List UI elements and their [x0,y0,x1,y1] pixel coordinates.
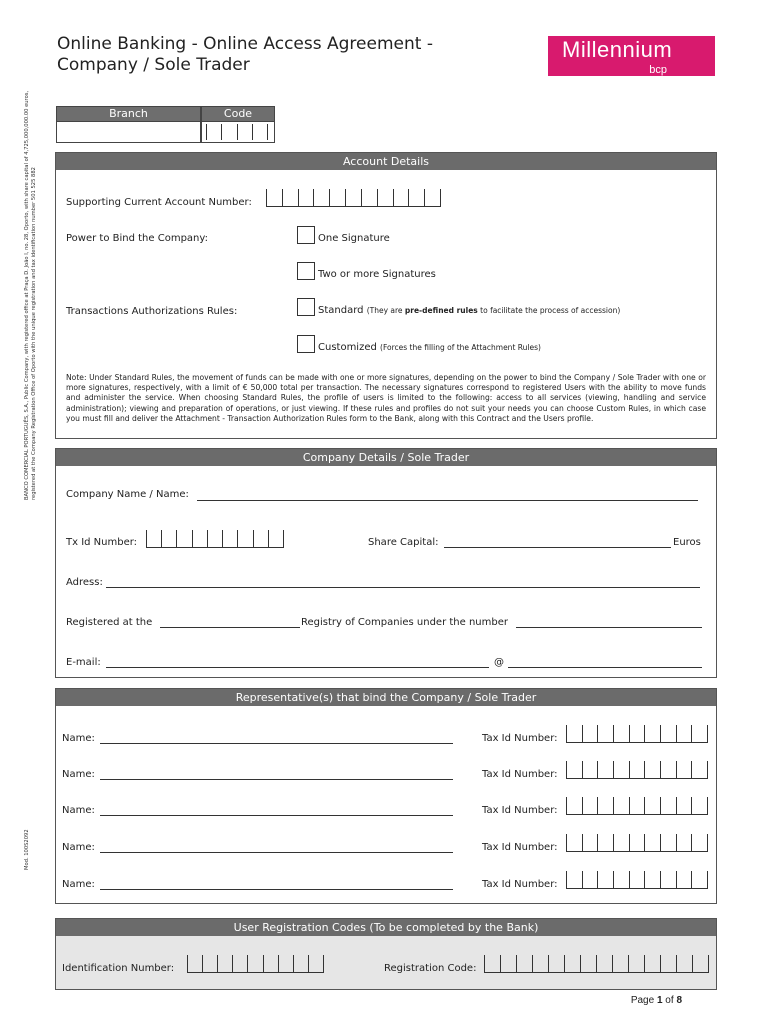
tx-id-input[interactable] [146,530,284,548]
account-details-section [55,152,717,439]
rep-1-tax-label: Tax Id Number: [482,733,558,744]
authorization-rules-label: Transactions Authorizations Rules: [66,306,238,317]
customized-checkbox[interactable] [297,335,315,353]
rep-3-tax-label: Tax Id Number: [482,805,558,816]
registered-at-label: Registered at the [66,617,153,628]
standard-option [318,305,620,316]
two-signatures-label: Two or more Signatures [318,269,436,280]
code-field[interactable] [201,121,275,143]
rep-5-name-field[interactable] [100,889,453,890]
code-header: Code [201,106,275,122]
form-model-code: Mod. 100S2092 [24,829,30,870]
page-total: 8 [676,995,682,1006]
euros-label: Euros [673,537,701,548]
branch-field[interactable] [56,121,201,143]
address-label: Adress: [66,577,103,588]
rep-3-tax-input[interactable] [566,797,708,815]
rep-1-tax-input[interactable] [566,725,708,743]
rep-5-name-label: Name: [62,879,95,890]
company-name-label: Company Name / Name: [66,489,189,500]
registration-codes-section [55,918,717,990]
bank-legal-text [24,91,38,500]
rep-2-name-field[interactable] [100,779,453,780]
rep-2-tax-input[interactable] [566,761,708,779]
tx-id-label: Tx Id Number: [66,537,138,548]
registry-number-label: Registry of Companies under the number [301,617,508,628]
standard-label: Standard [318,305,364,316]
registration-code-input[interactable] [484,955,709,973]
page-number [631,995,682,1006]
identification-number-label: Identification Number: [62,963,175,974]
title-line-2: Company / Sole Trader [57,55,250,75]
power-to-bind-label: Power to Bind the Company: [66,233,208,244]
page-of: of [662,995,677,1006]
rep-1-name-field[interactable] [100,743,453,744]
one-signature-checkbox[interactable] [297,226,315,244]
page-current: 1 [656,995,663,1006]
rep-4-tax-label: Tax Id Number: [482,842,558,853]
customized-label: Customized [318,342,377,353]
rep-3-name-label: Name: [62,805,95,816]
email-at-sign: @ [494,657,504,668]
company-name-field[interactable] [197,500,698,501]
registry-location-field[interactable] [160,627,300,628]
rep-5-tax-label: Tax Id Number: [482,879,558,890]
share-capital-label: Share Capital: [368,537,439,548]
share-capital-field[interactable] [444,547,671,548]
code-digit-boxes[interactable] [206,124,268,140]
document-title [57,34,433,76]
customized-option [318,342,541,353]
email-user-field[interactable] [106,667,489,668]
identification-number-input[interactable] [187,955,324,973]
rep-4-name-field[interactable] [100,852,453,853]
supporting-account-input[interactable] [266,189,441,207]
registration-code-label: Registration Code: [384,963,477,974]
registry-number-field[interactable] [516,627,702,628]
standard-rules-note: Note: Under Standard Rules, the movement of funds can be made with one or more signatures, depending on the power to bind the Company / Sole Trader with one or more signatures, respectively, with a limit of € 50,000 total per transaction. The necessary signatures correspond to registered Users with the ability to move funds and administer the service. When choosing Standard Rules, the profile of users is limited to the following: access to all services (viewing, handling and service administration); viewing and preparation of operations, or just viewing. If these rules and profiles do not suit your needs you can choose Custom Rules, in which case you must fill and deliver the Attachment - Transaction Authorization Rules form to the Bank, along with this Contract and the Users profile. [66,373,706,423]
logo-main: Millennium [562,37,673,62]
logo-sub: bcp [649,64,667,76]
standard-note-a: (They are [366,306,405,315]
one-signature-label: One Signature [318,233,390,244]
registration-codes-header: User Registration Codes (To be completed by the Bank) [56,919,716,936]
representatives-section [55,688,717,904]
company-details-header: Company Details / Sole Trader [56,449,716,466]
company-details-section [55,448,717,678]
title-line-1: Online Banking - Online Access Agreement - [57,34,433,54]
email-label: E-mail: [66,657,101,668]
rep-2-name-label: Name: [62,769,95,780]
bank-legal-line-1: BANCO COMERCIAL PORTUGUÊS, S.A., Public Company, with registered office at Praça D. João I, no. 28, Oporto, with share capital of 4,725,000,000.00 euros, [24,90,30,500]
rep-2-tax-label: Tax Id Number: [482,769,558,780]
standard-note-c: to facilitate the process of accession) [477,306,621,315]
two-signatures-checkbox[interactable] [297,262,315,280]
branch-header: Branch [56,106,201,122]
millennium-logo [548,36,715,76]
email-domain-field[interactable] [508,667,702,668]
supporting-account-label: Supporting Current Account Number: [66,197,252,208]
standard-checkbox[interactable] [297,298,315,316]
bank-legal-line-2: registered at the Company Registration Office of Oporto with the unique registration and tax identification number 501 525 882 [31,167,37,500]
page-label: Page [630,995,657,1006]
standard-note-b: pre-defined rules [404,306,478,315]
account-details-header: Account Details [56,153,716,170]
rep-3-name-field[interactable] [100,815,453,816]
rep-1-name-label: Name: [62,733,95,744]
address-field[interactable] [106,587,700,588]
rep-5-tax-input[interactable] [566,871,708,889]
customized-note: (Forces the filling of the Attachment Rules) [380,343,541,352]
rep-4-tax-input[interactable] [566,834,708,852]
rep-4-name-label: Name: [62,842,95,853]
representatives-header: Representative(s) that bind the Company / Sole Trader [56,689,716,706]
